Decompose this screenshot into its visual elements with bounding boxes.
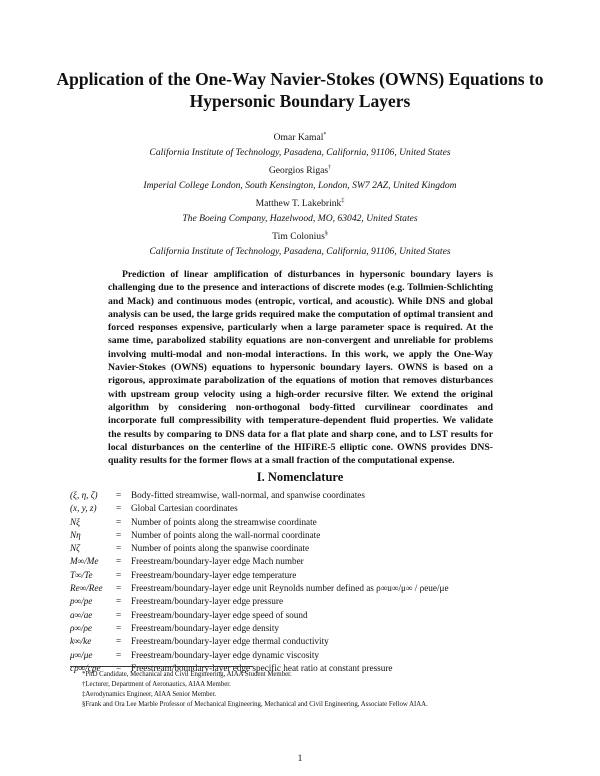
nomenclature-desc: Freestream/boundary-layer edge thermal conductivity [131, 636, 329, 647]
nomenclature-row [70, 635, 540, 648]
nomenclature-row [70, 502, 540, 515]
footnotes [82, 670, 542, 710]
nomenclature-symbol: μ∞/μe [70, 649, 93, 660]
nomenclature-desc: Freestream/boundary-layer edge unit Reynolds number defined as ρ∞u∞/μ∞ / ρeue/μe [131, 583, 449, 594]
section-heading: I. Nomenclature [256, 470, 344, 484]
nomenclature-desc: Freestream/boundary-layer edge temperature [131, 569, 297, 580]
author-affiliation: Imperial College London, South Kensington, London, SW7 2AZ, United Kingdom [143, 180, 457, 192]
paper-title: Application of the One-Way Navier-Stokes (OWNS) Equations to Hypersonic Boundary Layers [56, 69, 544, 111]
author-name: Tim Colonius [272, 231, 325, 243]
nomenclature-eq: = [116, 529, 122, 540]
author-name: Omar Kamal [273, 132, 324, 144]
author-affiliation: California Institute of Technology, Pasadena, California, 91106, United States [149, 246, 451, 258]
author-block [40, 161, 560, 193]
footnote-mark: § [324, 231, 328, 237]
footnote-mark: † [328, 165, 332, 171]
nomenclature-desc: Number of points along the wall-normal coordinate [131, 529, 321, 540]
nomenclature-row [70, 609, 540, 622]
footnote: *PhD Candidate, Mechanical and Civil Engineering, AIAA Student Member. [82, 671, 292, 678]
author-block [40, 227, 560, 259]
nomenclature-symbol: p∞/pe [70, 596, 93, 607]
nomenclature-symbol: (x, y, z) [70, 503, 97, 514]
nomenclature-symbol: ρ∞/ρe [70, 622, 92, 633]
nomenclature-eq: = [116, 662, 122, 673]
author-block [40, 128, 560, 160]
nomenclature-eq: = [116, 649, 122, 660]
nomenclature-desc: Freestream/boundary-layer edge specific heat ratio at constant pressure [131, 662, 393, 673]
nomenclature-row [70, 569, 540, 582]
nomenclature-row [70, 582, 540, 595]
nomenclature-eq: = [116, 556, 122, 567]
nomenclature-symbol: (ξ, η, ζ) [70, 490, 98, 500]
footnote: ‡Aerodynamics Engineer, AIAA Senior Member. [82, 691, 217, 698]
nomenclature-symbol: a∞/ae [70, 609, 93, 620]
footnote: †Lecturer, Department of Aeronautics, AIAA Member. [82, 681, 231, 688]
footnote: §Frank and Ora Lee Marble Professor of Mechanical Engineering, Mechanical and Civil Engineering, Associate Fellow AIAA. [82, 701, 428, 708]
nomenclature-desc: Freestream/boundary-layer edge Mach number [131, 556, 304, 567]
nomenclature-symbol: Re∞/Ree [70, 583, 103, 594]
nomenclature-eq: = [116, 636, 122, 647]
footnote-rule [70, 666, 253, 667]
nomenclature-row [70, 595, 540, 608]
nomenclature-row [70, 529, 540, 542]
nomenclature-row [70, 489, 540, 502]
abstract: Prediction of linear amplification of disturbances in hypersonic boundary layers is challenging due to the presence and interactions of discrete modes (e.g. Tollmien-Schlichting and Mack) and continuous modes (entropic, vortical, and acoustic). While DNS and global analysis can be used, the large grids required make the computation of optimal transient and forced responses expensive, particularly when a large parameter space is required. At the same time, parabolized stability equations are non-convergent and unreliable for problems involving multi-modal and non-modal interactions. In this work, we apply the One-Way Navier-Stokes (OWNS) equations to hypersonic boundary layers. OWNS is based on a rigorous, approximate parabolization of the equations of motion that removes disturbances with upstream group velocity using a high-order recursive filter. We extend the original algorithm by considering non-orthogonal body-fitted curvilinear coordinates and incorporate full compressibility with temperature-dependent fluid properties. We validate the results by comparing to DNS data for a flat plate and sharp cone, and to LST results for local disturbances on the centerline of the HIFiRE-5 elliptic cone. OWNS provides DNS-quality results for the former flows at a small fraction of the computational expense. [108, 269, 493, 467]
nomenclature-symbol: cp∞/cpe [70, 662, 101, 673]
nomenclature-desc: Freestream/boundary-layer edge dynamic viscosity [131, 649, 320, 660]
nomenclature-desc: Body-fitted streamwise, wall-normal, and spanwise coordinates [131, 490, 365, 500]
nomenclature-row [70, 542, 540, 555]
nomenclature-symbol: k∞/ke [70, 636, 92, 647]
nomenclature-symbol: Nζ [70, 543, 80, 554]
author-block [40, 194, 560, 226]
footnote-mark: ‡ [341, 198, 345, 204]
nomenclature-desc: Freestream/boundary-layer edge density [131, 622, 279, 633]
nomenclature-desc: Freestream/boundary-layer edge speed of sound [131, 609, 308, 620]
author-affiliation: California Institute of Technology, Pasadena, California, 91106, United States [149, 147, 451, 159]
author-affiliation: The Boeing Company, Hazelwood, MO, 63042, United States [182, 213, 418, 225]
nomenclature-row [70, 649, 540, 662]
page-number: 1 [297, 754, 303, 764]
nomenclature-eq: = [116, 490, 122, 500]
footnote-mark: * [323, 132, 327, 138]
nomenclature-symbol: M∞/Me [70, 556, 99, 567]
nomenclature-row [70, 622, 540, 635]
nomenclature-symbol: Nη [70, 529, 81, 540]
nomenclature-desc: Freestream/boundary-layer edge pressure [131, 596, 284, 607]
nomenclature-eq: = [116, 569, 122, 580]
nomenclature-symbol: T∞/Te [70, 569, 93, 580]
nomenclature-row [70, 555, 540, 568]
nomenclature-eq: = [116, 516, 122, 527]
author-name: Matthew T. Lakebrink [255, 198, 342, 210]
nomenclature-symbol: Nξ [70, 516, 81, 527]
nomenclature-eq: = [116, 503, 122, 514]
nomenclature-eq: = [116, 583, 122, 594]
nomenclature-desc: Global Cartesian coordinates [131, 503, 238, 514]
nomenclature-eq: = [116, 609, 122, 620]
nomenclature-desc: Number of points along the spanwise coordinate [131, 543, 310, 554]
nomenclature-desc: Number of points along the streamwise coordinate [131, 516, 317, 527]
nomenclature-eq: = [116, 543, 122, 554]
nomenclature-eq: = [116, 596, 122, 607]
nomenclature-row [70, 516, 540, 529]
author-name: Georgios Rigas [268, 165, 329, 177]
nomenclature-eq: = [116, 622, 122, 633]
nomenclature-list [70, 489, 540, 675]
